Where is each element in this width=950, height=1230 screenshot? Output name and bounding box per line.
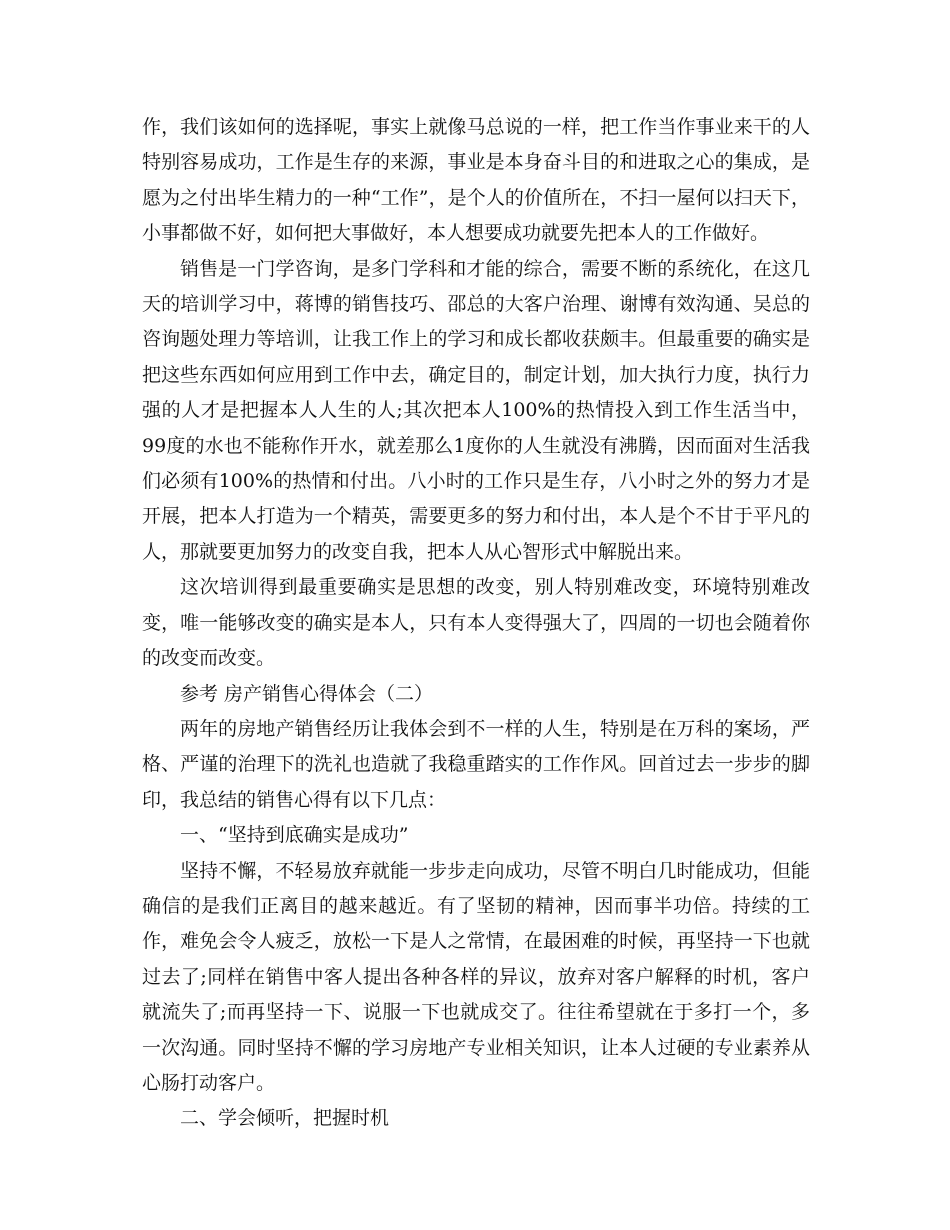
- subheading-persistence: 一、“坚持到底确实是成功”: [180, 824, 409, 847]
- paragraph-continuation: 作，我们该如何的选择呢，事实上就像马总说的一样，把工作当作事业来干的人特别容易成功，工作是生存的来源，事业是本身奋斗目的和进取之心的集成，是愿为之付出毕生精力的一种“工作”，是个人的价值所在，不扫一屋何以扫天下，小事都做不好，如何把大事做好，本人想要成功就要先把本人的工作做好。: [142, 116, 810, 245]
- paragraph-training-change: 这次培训得到最重要确实是思想的改变，别人特别难改变，环境特别难改变，唯一能够改变的确实是本人，只有本人变得强大了，四周的一切也会随着你的改变而改变。: [142, 576, 810, 670]
- subheading-listening: 二、学会倾听，把握时机: [180, 1107, 390, 1130]
- paragraph-persistence: 坚持不懈，不轻易放弃就能一步步走向成功，尽管不明白几时能成功，但能确信的是我们正离目的越来越近。有了坚韧的精神，因而事半功倍。持续的工作，难免会令人疲乏，放松一下是人之常情，在最困难的时候，再坚持一下也就过去了;同样在销售中客人提出各种各样的异议，放弃对客户解释的时机，客户就流失了;而再坚持一下、说服一下也就成交了。往往希望就在于多打一个，多一次沟通。同时坚持不懈的学习房地产专业相关知识，让本人过硬的专业素养从心肠打动客户。: [142, 859, 810, 1094]
- paragraph-two-years-sales: 两年的房地产销售经历让我体会到不一样的人生，特别是在万科的案场，严格、严谨的治理下的洗礼也造就了我稳重踏实的工作作风。回首过去一步步的脚印，我总结的销售心得有以下几点：: [142, 717, 810, 811]
- document-body: [142, 110, 810, 1137]
- section-heading-part-two: 参考 房产销售心得体会（二）: [180, 682, 434, 705]
- paragraph-sales-learning: 销售是一门学咨询，是多门学科和才能的综合，需要不断的系统化，在这几天的培训学习中，蒋博的销售技巧、邵总的大客户治理、谢博有效沟通、吴总的咨询题处理力等培训，让我工作上的学习和成长都收获颇丰。但最重要的确实是把这些东西如何应用到工作中去，确定目的，制定计划，加大执行力度，执行力强的人才是把握本人人生的人;其次把本人100%的热情投入到工作生活当中，99度的水也不能称作开水，就差那么1度你的人生就没有沸腾，因而面对生活我们必须有100%的热情和付出。八小时的工作只是生存，八小时之外的努力才是开展，把本人打造为一个精英，需要更多的努力和付出，本人是个不甘于平凡的人，那就要更加努力的改变自我，把本人从心智形式中解脱出来。: [142, 257, 810, 563]
